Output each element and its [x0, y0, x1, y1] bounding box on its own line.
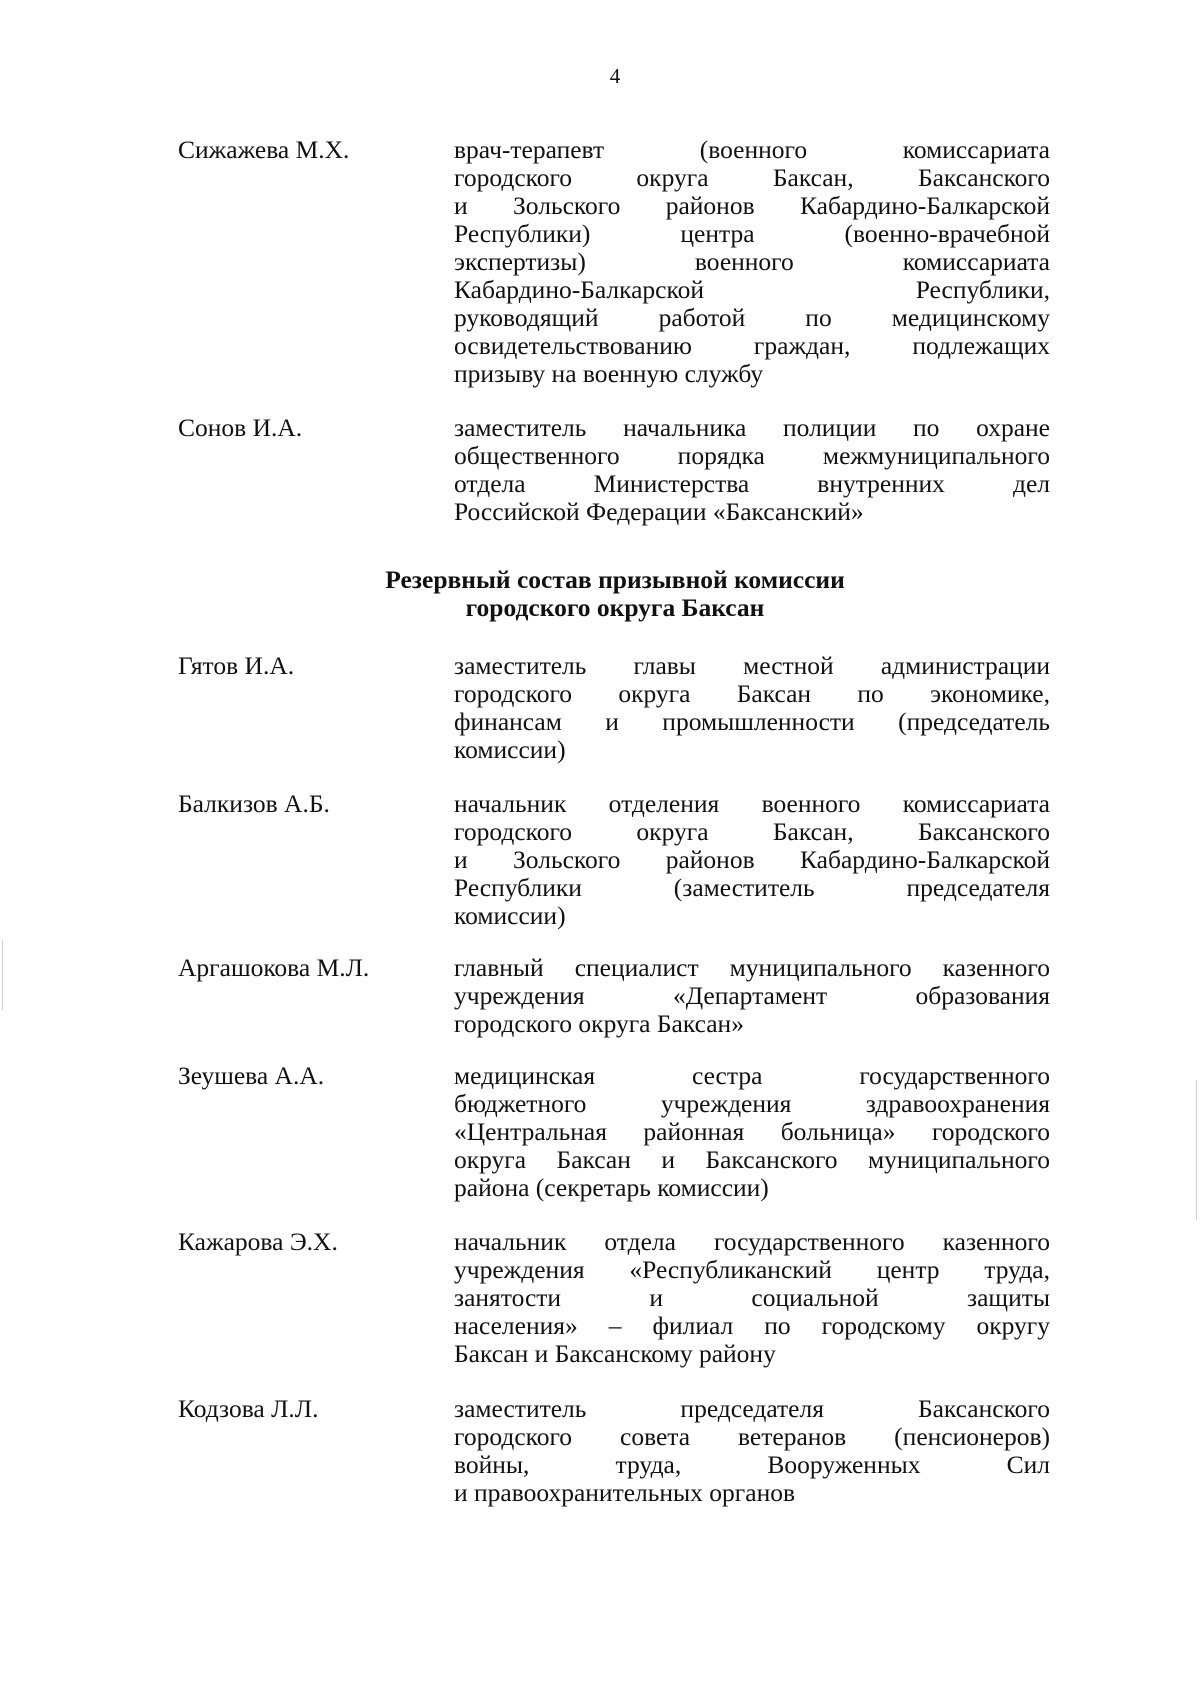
member-position: [454, 652, 1050, 764]
position-line: руководящий работой по медицинскому: [454, 303, 1050, 332]
position-line: начальник отдела государственного казенного: [454, 1227, 1050, 1256]
scan-artifact: [2, 940, 3, 1010]
member-position: [454, 136, 1050, 388]
position-line: освидетельствованию граждан, подлежащих: [454, 331, 1050, 360]
member-position: [454, 1395, 1050, 1507]
member-name: Кодзова Л.Л.: [178, 1394, 319, 1423]
position-line: городского совета ветеранов (пенсионеров): [454, 1422, 1050, 1451]
member-position: [454, 954, 1050, 1038]
member-position: [454, 790, 1050, 930]
position-line: и Зольского районов Кабардино-Балкарской: [454, 191, 1050, 220]
position-line: заместитель начальника полиции по охране: [454, 413, 1050, 442]
position-line: отдела Министерства внутренних дел: [454, 469, 1050, 498]
position-line: учреждения «Департамент образования: [454, 981, 1050, 1010]
position-line: округа Баксан и Баксанского муниципального: [454, 1145, 1050, 1174]
member-position: [454, 1228, 1050, 1368]
position-line: главный специалист муниципального казенного: [454, 953, 1050, 982]
position-line: населения» – филиал по городскому округу: [454, 1311, 1050, 1340]
member-name: Гятов И.А.: [178, 651, 295, 680]
position-line: городского округа Баксан, Баксанского: [454, 163, 1050, 192]
position-line: финансам и промышленности (председатель: [454, 707, 1050, 736]
position-line: и Зольского районов Кабардино-Балкарской: [454, 845, 1050, 874]
position-line: Российской Федерации «Баксанский»: [454, 497, 864, 526]
position-line: «Центральная районная больница» городского: [454, 1117, 1050, 1146]
position-line: Кабардино-Балкарской Республики,: [454, 275, 1050, 304]
section-title-line: городского округа Баксан: [465, 593, 765, 622]
position-line: городского округа Баксан»: [454, 1009, 744, 1038]
member-position: [454, 1062, 1050, 1202]
member-position: [454, 414, 1050, 526]
position-line: Баксан и Баксанскому району: [454, 1339, 776, 1368]
position-line: Республики) центра (военно-врачебной: [454, 219, 1050, 248]
position-line: медицинская сестра государственного: [454, 1061, 1050, 1090]
position-line: комиссии): [454, 901, 566, 930]
member-name: Сонов И.А.: [178, 413, 303, 442]
position-line: начальник отделения военного комиссариата: [454, 789, 1050, 818]
position-line: заместитель главы местной администрации: [454, 651, 1050, 680]
position-line: Республики (заместитель председателя: [454, 873, 1050, 902]
position-line: района (секретарь комиссии): [454, 1173, 769, 1202]
member-name: Сижажева М.Х.: [178, 135, 350, 164]
page-number: 4: [609, 64, 621, 88]
scan-artifact: [1196, 1080, 1197, 1220]
position-line: врач-терапевт (военного комиссариата: [454, 135, 1050, 164]
position-line: и правоохранительных органов: [454, 1478, 796, 1507]
member-name: Балкизов А.Б.: [178, 789, 330, 818]
position-line: городского округа Баксан по экономике,: [454, 679, 1050, 708]
member-name: Зеушева А.А.: [178, 1061, 325, 1090]
position-line: бюджетного учреждения здравоохранения: [454, 1089, 1050, 1118]
member-name: Кажарова Э.Х.: [178, 1227, 338, 1256]
position-line: занятости и социальной защиты: [454, 1283, 1050, 1312]
position-line: учреждения «Республиканский центр труда,: [454, 1255, 1050, 1284]
position-line: комиссии): [454, 735, 566, 764]
member-name: Аргашокова М.Л.: [178, 953, 370, 982]
reserve-section-title: [0, 566, 1200, 622]
position-line: общественного порядка межмуниципального: [454, 441, 1050, 470]
position-line: призыву на военную службу: [454, 359, 764, 388]
section-title-line: Резервный состав призывной комиссии: [385, 565, 845, 594]
position-line: городского округа Баксан, Баксанского: [454, 817, 1050, 846]
position-line: войны, труда, Вооруженных Сил: [454, 1450, 1050, 1479]
position-line: заместитель председателя Баксанского: [454, 1394, 1050, 1423]
position-line: экспертизы) военного комиссариата: [454, 247, 1050, 276]
